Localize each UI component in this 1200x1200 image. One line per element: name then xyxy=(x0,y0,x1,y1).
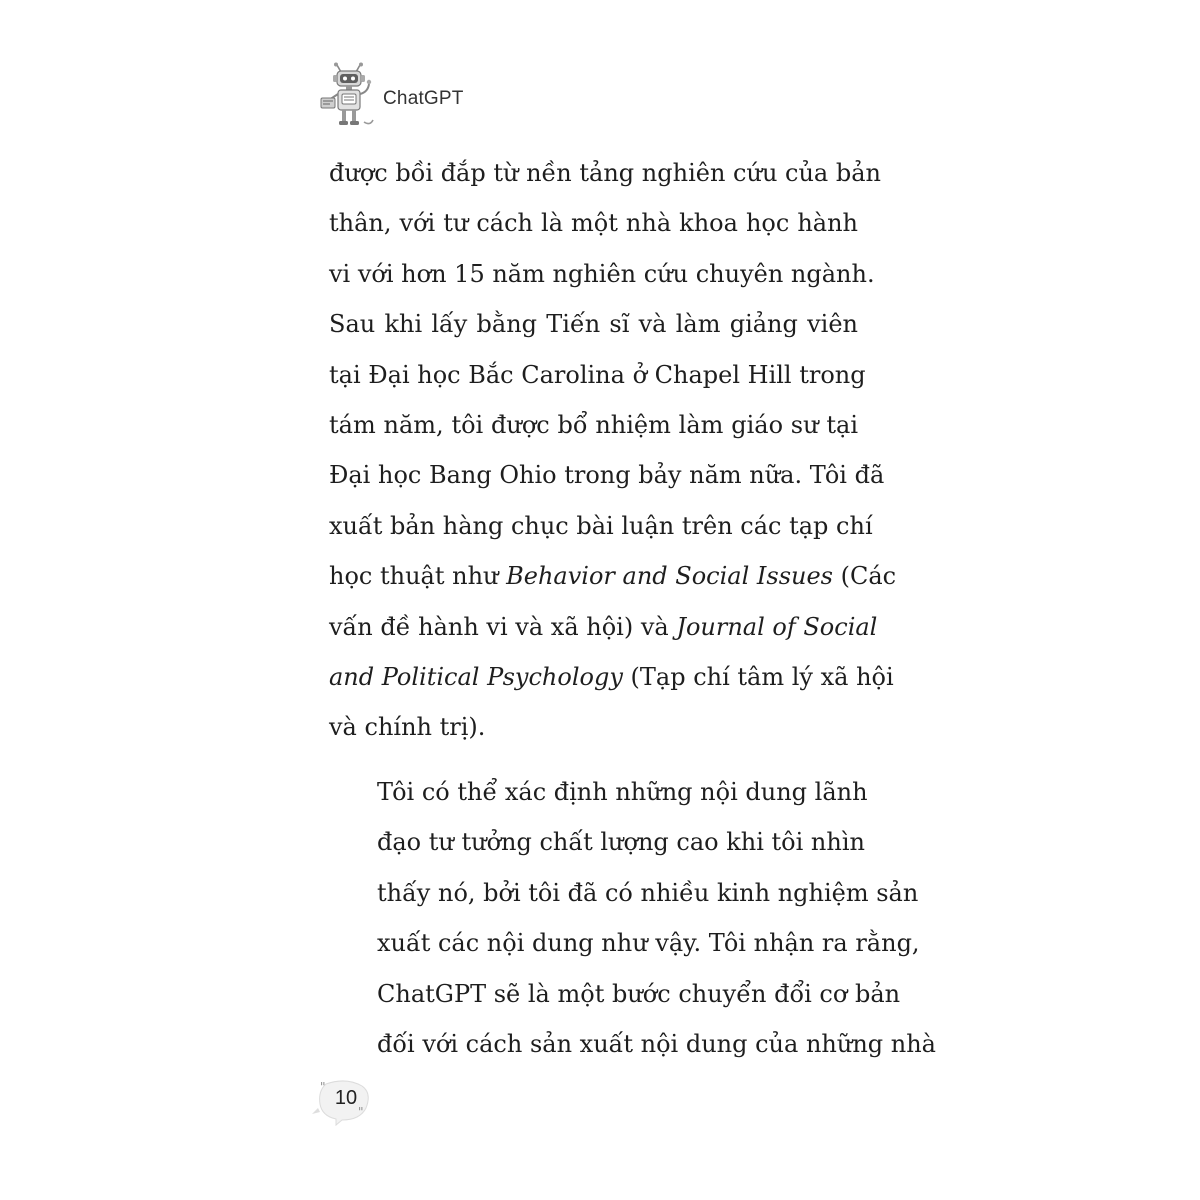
text-line xyxy=(329,198,858,248)
page-number: 10 xyxy=(334,1087,358,1109)
text-line xyxy=(329,1019,936,1069)
italic-text: and Political Psychology xyxy=(329,663,623,692)
text-run: (Tạp chí tâm lý xã hội xyxy=(622,663,894,692)
text-line xyxy=(329,148,881,198)
text-run: đạo tư tưởng chất lượng cao khi tôi nhìn xyxy=(377,828,865,857)
text-run: và chính trị). xyxy=(329,713,486,742)
text-line xyxy=(329,652,894,702)
text-run: xuất bản hàng chục bài luận trên các tạp chí xyxy=(329,511,873,540)
text-run: Tôi có thể xác định những nội dung lãnh xyxy=(377,777,868,806)
header-title: ChatGPT xyxy=(383,88,464,109)
text-run: (Các xyxy=(832,562,897,591)
text-run: thấy nó, bởi tôi đã có nhiều kinh nghiệm sản xyxy=(377,878,919,907)
text-run: đối với cách sản xuất nội dung của những nhà xyxy=(377,1029,936,1058)
text-line xyxy=(329,918,920,968)
text-line xyxy=(329,868,919,918)
text-run: Đại học Bang Ohio trong bảy năm nữa. Tôi đã xyxy=(329,461,885,490)
body-text xyxy=(329,148,936,1069)
italic-text: Behavior and Social Issues xyxy=(506,562,833,591)
italic-text: Journal of Social xyxy=(676,612,878,641)
text-run: ChatGPT sẽ là một bước chuyển đổi cơ bản xyxy=(377,979,901,1008)
text-line xyxy=(329,400,858,450)
paragraph xyxy=(329,148,897,753)
text-line xyxy=(329,551,897,601)
robot-icon xyxy=(320,62,378,128)
text-run: Sau khi lấy bằng Tiến sĩ và làm giảng viên xyxy=(329,310,858,339)
text-run: vấn đề hành vi và xã hội) và xyxy=(329,612,677,641)
text-run: học thuật như xyxy=(329,562,507,591)
text-line xyxy=(329,450,885,500)
text-line xyxy=(329,350,866,400)
text-line xyxy=(329,969,901,1019)
text-line xyxy=(329,767,868,817)
text-run: thân, với tư cách là một nhà khoa học hành xyxy=(329,209,858,238)
paragraph xyxy=(329,767,936,1069)
text-line xyxy=(329,501,873,551)
text-line xyxy=(329,702,858,752)
page-header xyxy=(320,62,464,128)
text-run: vi với hơn 15 năm nghiên cứu chuyên ngành. xyxy=(329,259,875,288)
svg-text:": " xyxy=(358,1105,364,1119)
text-run: xuất các nội dung như vậy. Tôi nhận ra rằng, xyxy=(377,929,920,958)
text-run: tám năm, tôi được bổ nhiệm làm giáo sư tại xyxy=(329,411,858,440)
text-run: được bồi đắp từ nền tảng nghiên cứu của bản xyxy=(329,159,881,187)
text-line xyxy=(329,249,875,299)
svg-text:": " xyxy=(320,1080,326,1094)
text-run: tại Đại học Bắc Carolina ở Chapel Hill trong xyxy=(329,360,866,389)
page-number-badge xyxy=(312,1078,374,1128)
text-line xyxy=(329,602,878,652)
text-line xyxy=(329,817,865,867)
text-line xyxy=(329,299,858,349)
